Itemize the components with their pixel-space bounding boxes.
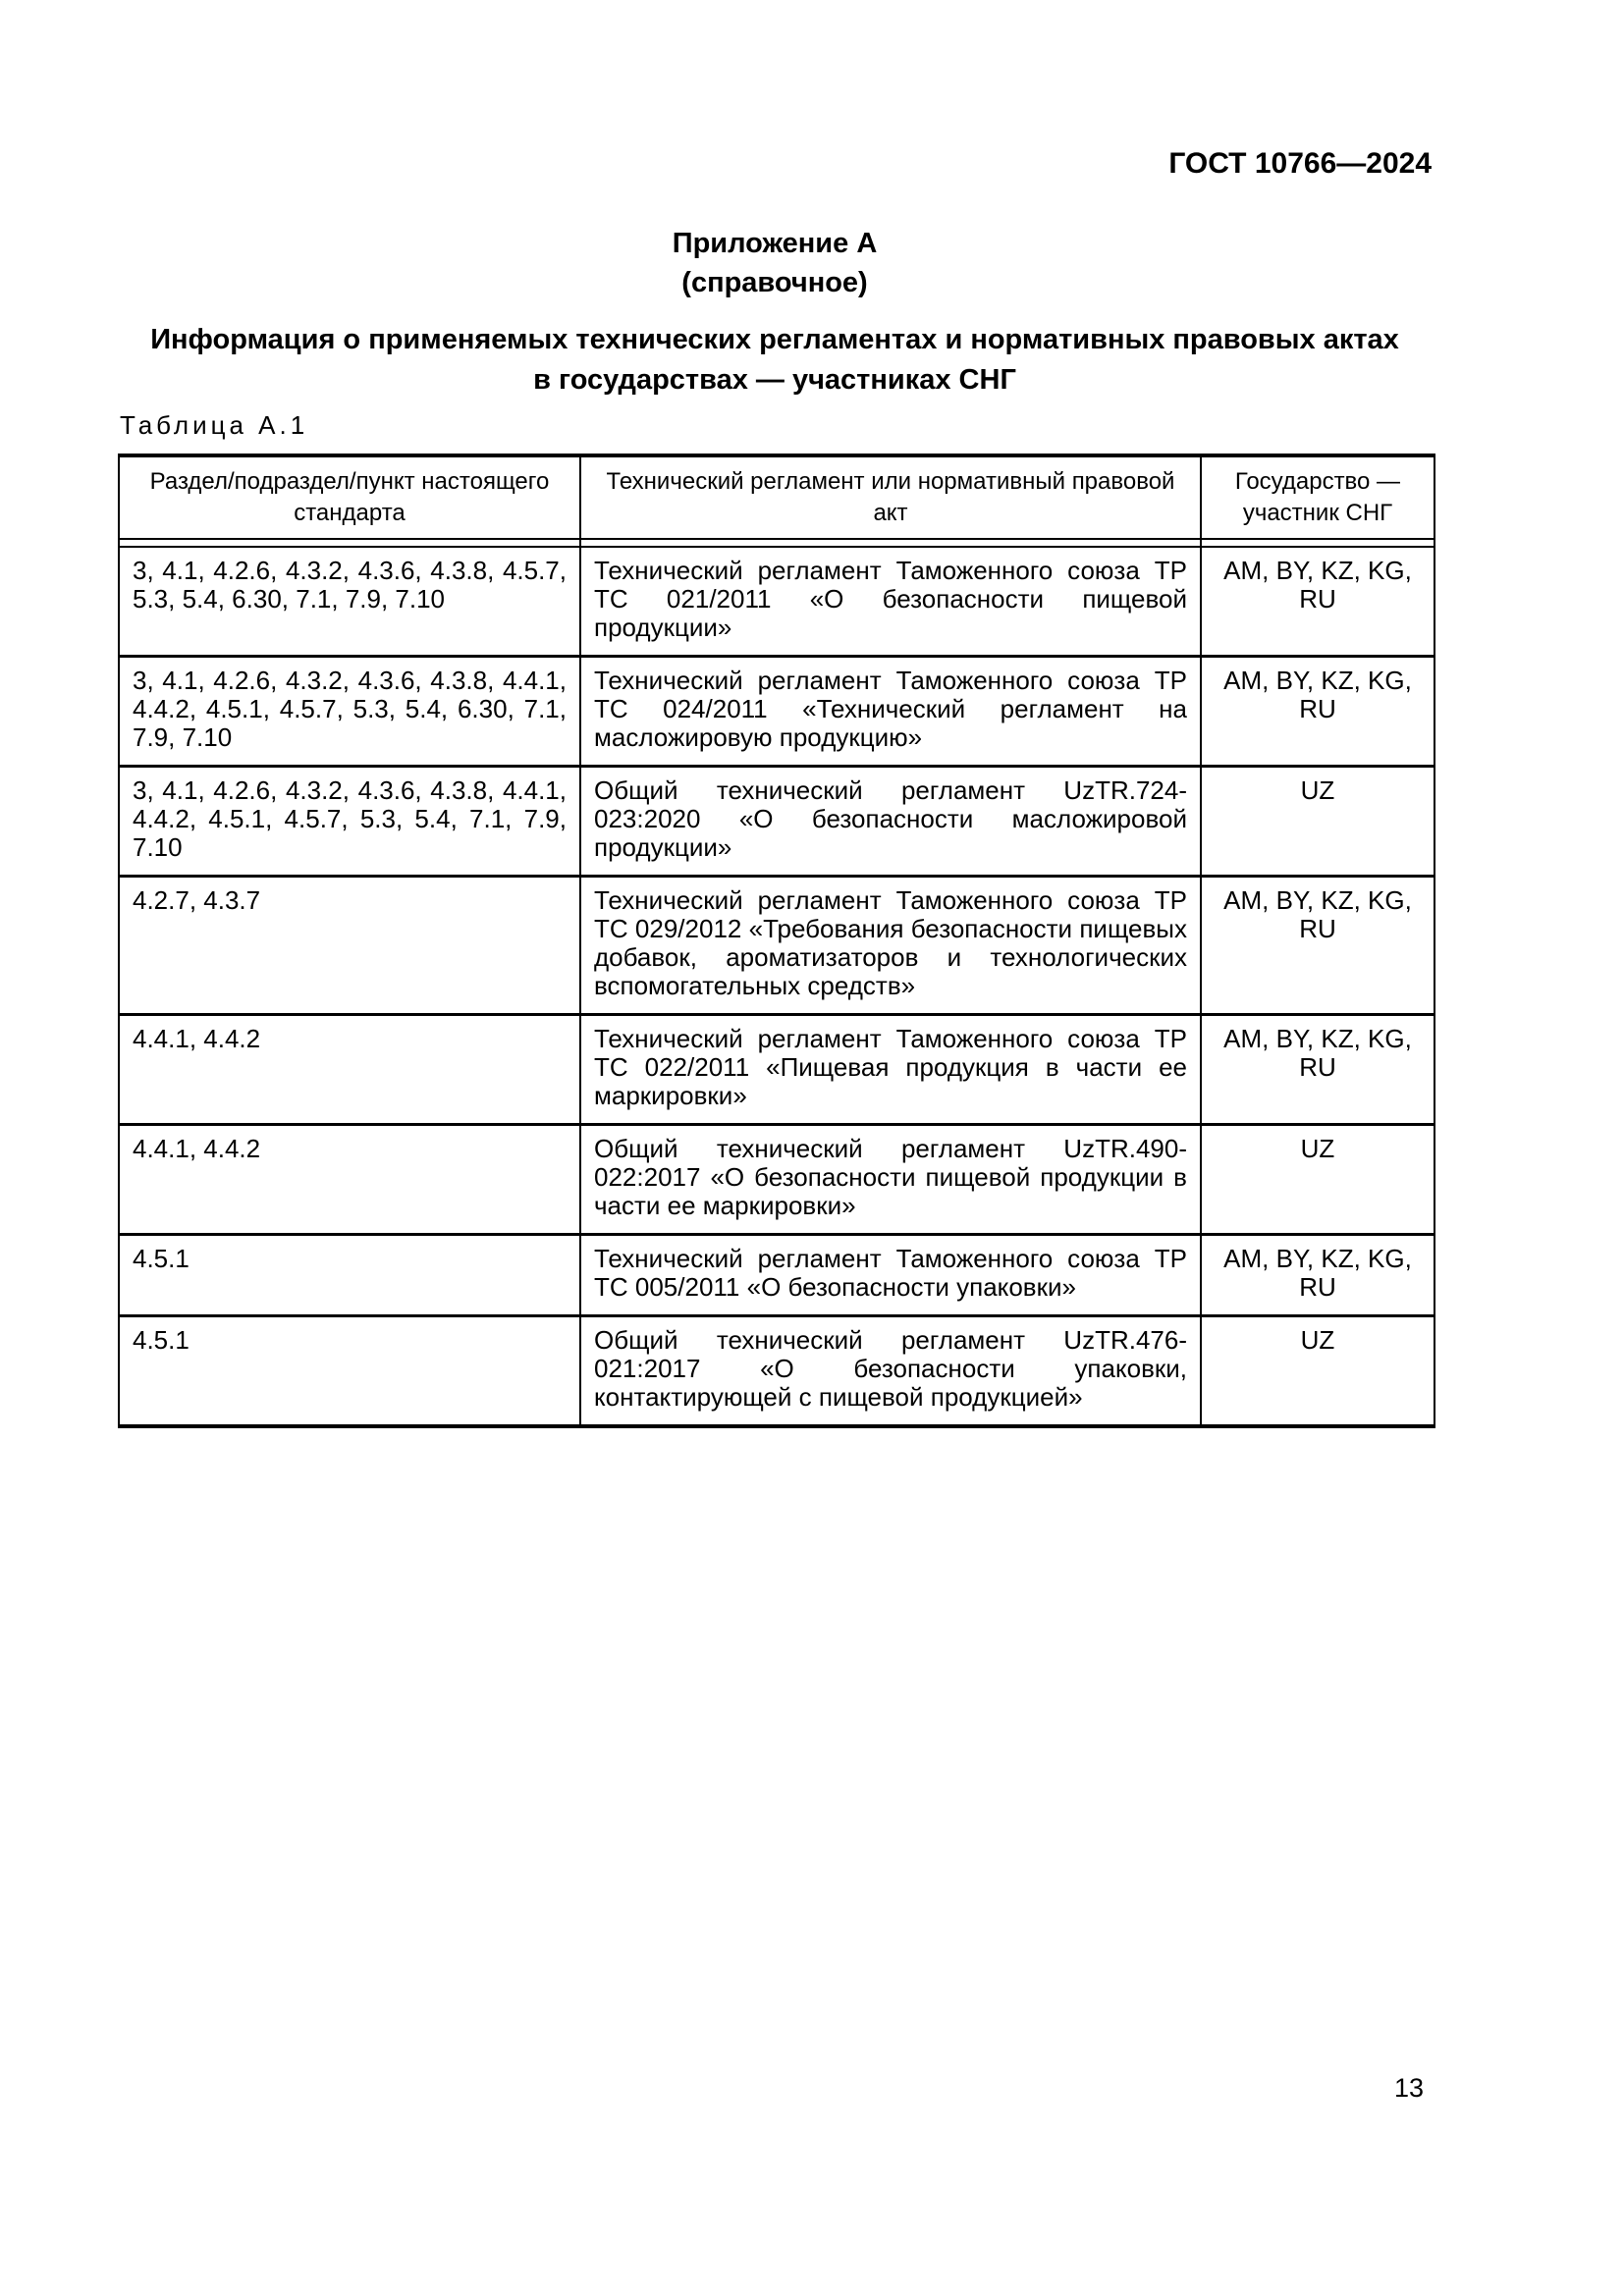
states-cell: UZ: [1202, 1314, 1434, 1424]
states-cell: AM, BY, KZ, KG, RU: [1202, 1013, 1434, 1123]
states-cell: UZ: [1202, 1123, 1434, 1233]
column-header-sections: Раздел/подраздел/пункт настоящего стандарта: [120, 457, 581, 540]
table-row: [120, 546, 1434, 655]
page-title-line2: в государствах — участниках СНГ: [533, 364, 1016, 396]
table-row: [120, 765, 1434, 875]
sections-cell: 4.5.1: [120, 1233, 581, 1314]
column-header-regulation: Технический регламент или нормативный правовой акт: [581, 457, 1202, 540]
annex-heading: [118, 224, 1432, 302]
page-number: 13: [1393, 2073, 1424, 2103]
sections-cell: 3, 4.1, 4.2.6, 4.3.2, 4.3.6, 4.3.8, 4.5.7, 5.3, 5.4, 6.30, 7.1, 7.9, 7.10: [120, 546, 581, 655]
table-row: [120, 1013, 1434, 1123]
states-cell: UZ: [1202, 765, 1434, 875]
regulation-cell: Технический регламент Таможенного союза ТР ТС 005/2011 «О безопасности упаковки»: [581, 1233, 1202, 1314]
page-title-line1: Информация о применяемых технических регламентах и нормативных правовых актах: [150, 324, 1399, 355]
annex-subtitle: (справочное): [681, 267, 868, 298]
table-row: [120, 1123, 1434, 1233]
table-row: [120, 1233, 1434, 1314]
regulation-cell: Технический регламент Таможенного союза ТР ТС 029/2012 «Требования безопасности пищевых добавок, ароматизаторов и технологических вспомогательных средств»: [581, 875, 1202, 1013]
states-cell: AM, BY, KZ, KG, RU: [1202, 655, 1434, 765]
regulation-cell: Технический регламент Таможенного союза ТР ТС 022/2011 «Пищевая продукция в части ее маркировки»: [581, 1013, 1202, 1123]
table-header-row: [120, 457, 1434, 540]
page-title: [118, 320, 1432, 400]
table-row: [120, 655, 1434, 765]
table-row: [120, 1314, 1434, 1424]
table-row: [120, 875, 1434, 1013]
sections-cell: 4.4.1, 4.4.2: [120, 1013, 581, 1123]
sections-cell: 3, 4.1, 4.2.6, 4.3.2, 4.3.6, 4.3.8, 4.4.1, 4.4.2, 4.5.1, 4.5.7, 5.3, 5.4, 6.30, 7.1, 7.9, 7.10: [120, 655, 581, 765]
states-cell: AM, BY, KZ, KG, RU: [1202, 1233, 1434, 1314]
sections-cell: 3, 4.1, 4.2.6, 4.3.2, 4.3.6, 4.3.8, 4.4.1, 4.4.2, 4.5.1, 4.5.7, 5.3, 5.4, 7.1, 7.9, 7.10: [120, 765, 581, 875]
sections-cell: 4.5.1: [120, 1314, 581, 1424]
regulation-cell: Общий технический регламент UzTR.490-022:2017 «О безопасности пищевой продукции в части ее маркировки»: [581, 1123, 1202, 1233]
regulation-cell: Технический регламент Таможенного союза ТР ТС 021/2011 «О безопасности пищевой продукции»: [581, 546, 1202, 655]
regulation-cell: Общий технический регламент UzTR.476-021:2017 «О безопасности упаковки, контактирующей с пищевой продукцией»: [581, 1314, 1202, 1424]
regulation-cell: Общий технический регламент UzTR.724-023:2020 «О безопасности масложировой продукции»: [581, 765, 1202, 875]
annex-title: Приложение А: [672, 228, 878, 259]
states-cell: AM, BY, KZ, KG, RU: [1202, 546, 1434, 655]
standard-code: ГОСТ 10766—2024: [1168, 147, 1432, 180]
regulations-table: [118, 454, 1435, 1428]
regulation-cell: Технический регламент Таможенного союза ТР ТС 024/2011 «Технический регламент на масложировую продукцию»: [581, 655, 1202, 765]
page-content: [118, 0, 1432, 2296]
states-cell: AM, BY, KZ, KG, RU: [1202, 875, 1434, 1013]
sections-cell: 4.4.1, 4.4.2: [120, 1123, 581, 1233]
table-label: Таблица А.1: [120, 410, 309, 440]
column-header-states: Государство — участник СНГ: [1202, 457, 1434, 540]
sections-cell: 4.2.7, 4.3.7: [120, 875, 581, 1013]
